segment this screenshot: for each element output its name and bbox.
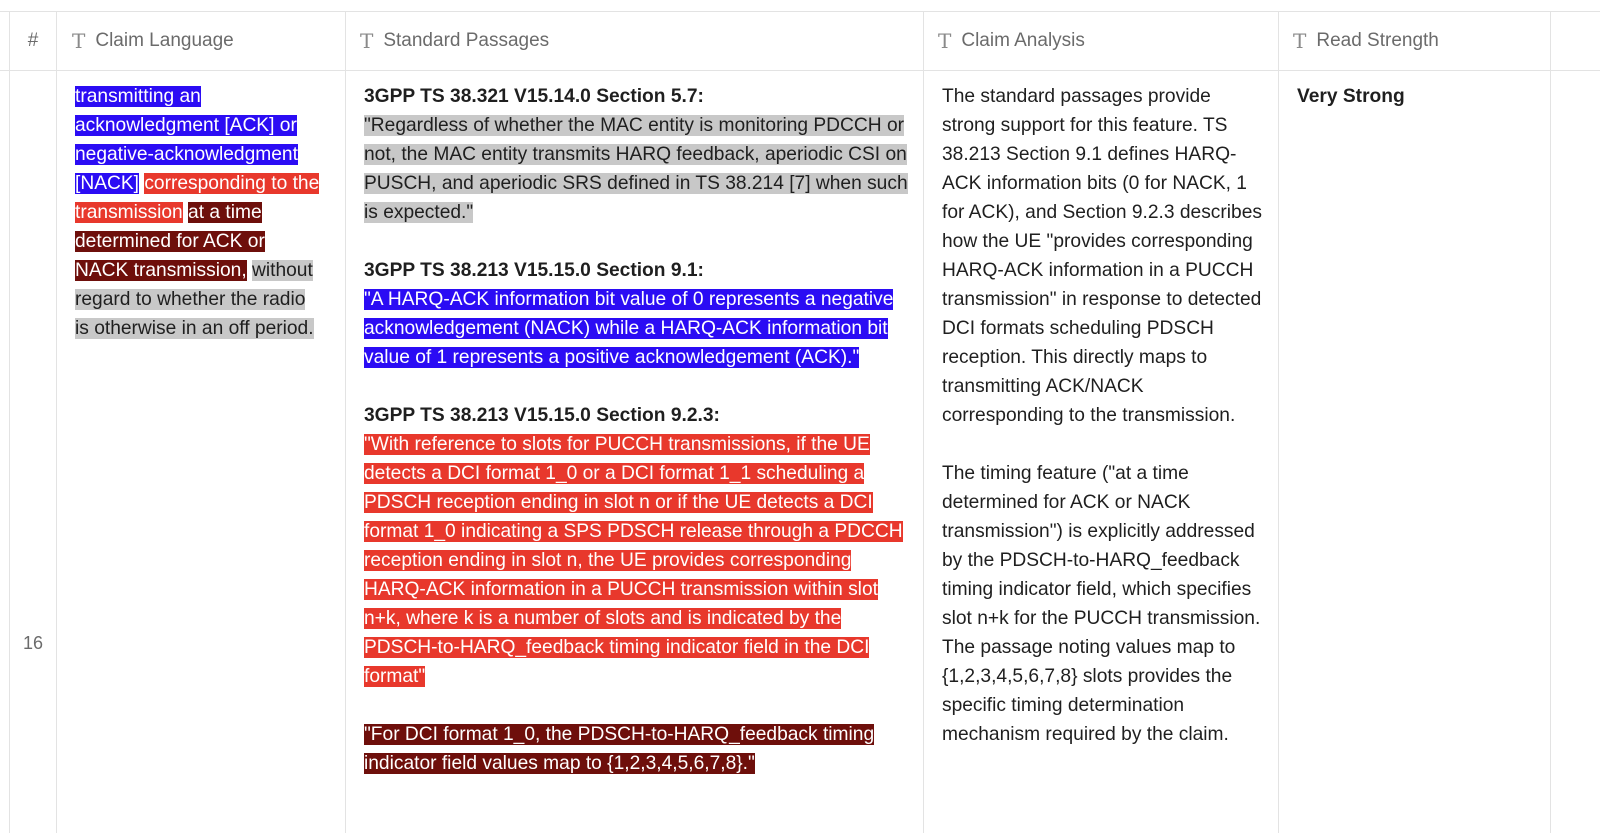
header-claim-language[interactable]: [72, 11, 342, 71]
passage-heading-1: 3GPP TS 38.321 V15.14.0 Section 5.7:: [364, 86, 704, 107]
claim-highlight-corresponding: corresponding to the transmission: [75, 173, 320, 223]
claim-language-cell[interactable]: [75, 82, 323, 343]
table-right-edge: [1550, 11, 1551, 833]
text-type-icon: T: [1293, 29, 1307, 53]
claim-highlight-timing: at a time determined for ACK or NACK transmission,: [75, 202, 265, 281]
standard-passages-cell[interactable]: [364, 82, 909, 778]
claim-highlight-ack-nack: transmitting an acknowledgment [ACK] or negative-acknowledgment [NACK]: [75, 86, 298, 194]
header-read-strength[interactable]: [1293, 11, 1547, 71]
header-read-strength-label: Read Strength: [1316, 30, 1439, 51]
header-claim-analysis-label: Claim Analysis: [961, 30, 1085, 51]
passage-heading-3: 3GPP TS 38.213 V15.15.0 Section 9.2.3:: [364, 405, 720, 426]
passage-quote-mac-harq: "Regardless of whether the MAC entity is monitoring PDCCH or not, the MAC entity transmits HARQ feedback, aperiodic CSI on PUSCH, and aperiodic SRS defined in TS 38.214 [7] when such is expected.": [364, 115, 908, 223]
passage-quote-timing-values: "For DCI format 1_0, the PDSCH-to-HARQ_feedback timing indicator field values map to {1,2,3,4,5,6,7,8}.": [364, 724, 875, 774]
read-strength-value: Very Strong: [1297, 86, 1405, 107]
read-strength-cell[interactable]: [1297, 82, 1537, 111]
header-standard-passages[interactable]: [360, 11, 920, 71]
header-row: [0, 11, 1600, 71]
passage-quote-harq-ack-bit: "A HARQ-ACK information bit value of 0 represents a negative acknowledgement (NACK) while a HARQ-ACK information bit value of 1 represents a positive acknowledgement (ACK).": [364, 289, 894, 368]
analysis-paragraph-2: The timing feature ("at a time determined for ACK or NACK transmission") is explicitly addressed by the PDSCH-to-HARQ_feedback timing indicator field, which specifies slot n+k for the PUCCH transmission. The passage noting values map to {1,2,3,4,5,6,7,8} slots provides the specific timing determination mechanism required by the claim.: [942, 463, 1261, 745]
header-claim-language-label: Claim Language: [95, 30, 234, 51]
text-type-icon: T: [360, 29, 374, 53]
row-number: 16: [22, 633, 44, 653]
header-standard-passages-label: Standard Passages: [383, 30, 550, 51]
text-type-icon: T: [938, 29, 952, 53]
header-claim-analysis[interactable]: [938, 11, 1274, 71]
column-number-divider: [9, 11, 57, 833]
header-number-label: #: [27, 30, 39, 51]
claim-highlight-off-period: without regard to whether the radio is otherwise in an off period.: [75, 260, 314, 339]
claims-table: [0, 11, 1600, 833]
analysis-paragraph-1: The standard passages provide strong support for this feature. TS 38.213 Section 9.1 defines HARQ-ACK information bits (0 for NACK, 1 for ACK), and Section 9.2.3 describes how the UE "provides corresponding HARQ-ACK information in a PUCCH transmission" in response to detected DCI formats scheduling PDSCH reception. This directly maps to transmitting ACK/NACK corresponding to the transmission.: [942, 86, 1262, 426]
column-strength-divider: [1279, 11, 1551, 833]
header-number[interactable]: [9, 11, 57, 71]
passage-quote-pucch-slots: "With reference to slots for PUCCH transmissions, if the UE detects a DCI format 1_0 or a DCI format 1_1 scheduling a PDSCH reception ending in slot n or if the UE detects a DCI format 1_0 indicating a SPS PDSCH release through a PDCCH reception ending in slot n, the UE provides corresponding HARQ-ACK information in a PUCCH transmission within slot n+k, where k is a number of slots and is indicated by the PDSCH-to-HARQ_feedback timing indicator field in the DCI format": [364, 434, 903, 687]
passage-heading-2: 3GPP TS 38.213 V15.15.0 Section 9.1:: [364, 260, 704, 281]
text-type-icon: T: [72, 29, 86, 53]
claim-analysis-cell[interactable]: [942, 82, 1264, 749]
